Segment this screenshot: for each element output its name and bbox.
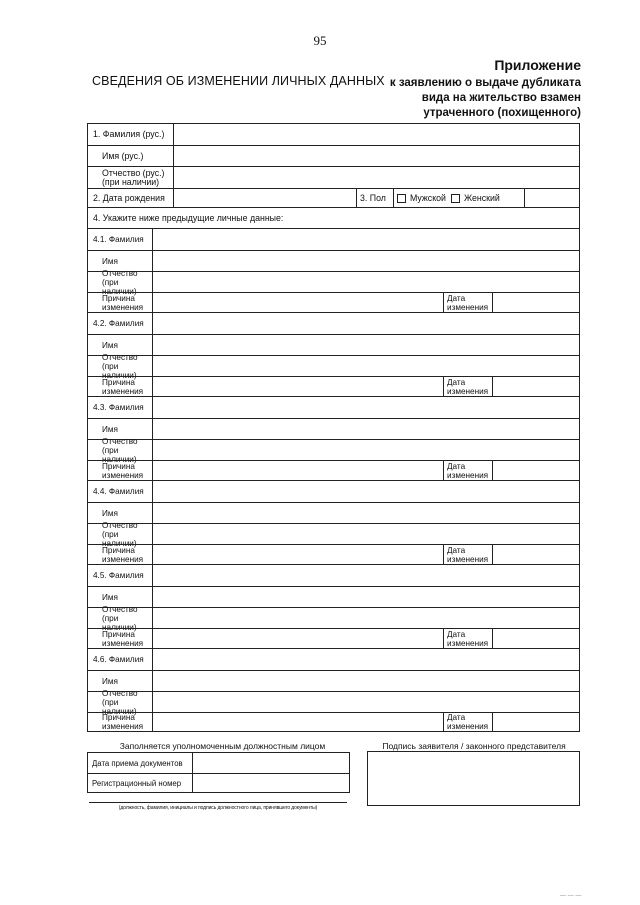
prev-patronymic-label <box>88 604 152 632</box>
prev-name-row <box>87 418 580 439</box>
prev-patronymic-note: (при наличии) <box>102 445 137 464</box>
prev-reason-row <box>87 628 580 648</box>
prev-date-input[interactable] <box>493 713 579 731</box>
prev-surname-input[interactable] <box>153 481 579 502</box>
prev-reason-row <box>87 292 580 312</box>
prev-patronymic-row <box>87 688 580 716</box>
prev-name-input[interactable] <box>153 251 579 271</box>
prev-patronymic-label <box>88 436 152 464</box>
prev-reason-row <box>87 544 580 564</box>
prev-name-row <box>87 670 580 691</box>
patronymic-note: (при наличии) <box>102 176 160 187</box>
prev-surname-input[interactable] <box>153 229 579 250</box>
official-table <box>87 752 350 793</box>
prev-name-input[interactable] <box>153 587 579 607</box>
prev-patronymic-input[interactable] <box>153 356 579 376</box>
prev-patronymic-row <box>87 268 580 296</box>
prev-surname-label: 4.6. Фамилия <box>93 655 144 664</box>
prev-date-input[interactable] <box>493 629 579 648</box>
prev-date-input[interactable] <box>493 545 579 564</box>
prev-patronymic-text: Отчество <box>102 604 138 614</box>
reason-line-2: изменения <box>102 302 144 312</box>
prev-name-input[interactable] <box>153 503 579 523</box>
patronymic-label <box>88 167 173 188</box>
date-line-2: изменения <box>447 638 489 648</box>
reason-line-2: изменения <box>102 386 144 396</box>
prev-date-input[interactable] <box>493 293 579 312</box>
prev-patronymic-label <box>88 268 152 296</box>
birth-date-label: 2. Дата рождения <box>93 192 165 203</box>
name-input[interactable] <box>174 146 579 166</box>
reason-line-1: Причина <box>102 293 135 303</box>
prev-date-label <box>444 461 492 480</box>
prev-reason-label <box>88 629 152 648</box>
prev-name-input[interactable] <box>153 671 579 691</box>
previous-data-heading: 4. Укажите ниже предыдущие личные данные: <box>93 212 284 223</box>
prev-name-row <box>87 250 580 271</box>
prev-patronymic-text: Отчество <box>102 352 138 362</box>
page-number: 95 <box>313 33 327 48</box>
reason-line-1: Причина <box>102 461 135 471</box>
date-line-1: Дата <box>447 629 466 639</box>
prev-surname-row <box>87 312 580 334</box>
prev-reason-row <box>87 376 580 396</box>
prev-name-label: Имя <box>102 424 118 434</box>
prev-reason-label <box>88 293 152 312</box>
appendix-line: вида на жительство взамен <box>421 92 581 104</box>
date-line-2: изменения <box>447 302 489 312</box>
date-line-2: изменения <box>447 554 489 564</box>
prev-surname-label: 4.3. Фамилия <box>93 403 144 412</box>
date-line-2: изменения <box>447 470 489 480</box>
prev-patronymic-note: (при наличии) <box>102 361 137 380</box>
prev-name-input[interactable] <box>153 419 579 439</box>
prev-patronymic-row <box>87 604 580 632</box>
prev-name-row <box>87 334 580 355</box>
sex-options <box>394 189 524 207</box>
prev-name-label: Имя <box>102 592 118 602</box>
receipt-date-input[interactable] <box>193 753 349 773</box>
male-checkbox[interactable] <box>397 194 406 203</box>
prev-reason-label <box>88 713 152 731</box>
prev-name-label: Имя <box>102 508 118 518</box>
registration-number-label: Регистрационный номер <box>92 779 182 788</box>
prev-patronymic-note: (при наличии) <box>102 277 137 296</box>
prev-surname-row <box>87 396 580 418</box>
official-sign-line[interactable] <box>89 802 347 803</box>
reason-line-2: изменения <box>102 722 144 731</box>
prev-patronymic-text: Отчество <box>102 688 138 698</box>
sex-label: 3. Пол <box>360 192 386 203</box>
reason-line-2: изменения <box>102 470 144 480</box>
prev-surname-row <box>87 228 580 250</box>
prev-patronymic-input[interactable] <box>153 608 579 628</box>
signature-box[interactable] <box>367 751 580 806</box>
signature-heading: Подпись заявителя / законного представителя <box>382 741 566 751</box>
prev-surname-input[interactable] <box>153 565 579 586</box>
prev-patronymic-row <box>87 520 580 548</box>
reason-line-1: Причина <box>102 629 135 639</box>
prev-surname-input[interactable] <box>153 649 579 670</box>
prev-name-input[interactable] <box>153 335 579 355</box>
prev-reason-input[interactable] <box>153 377 443 396</box>
surname-input[interactable] <box>174 124 579 145</box>
prev-patronymic-row <box>87 436 580 464</box>
reason-line-1: Причина <box>102 377 135 387</box>
date-line-2: изменения <box>447 722 489 731</box>
prev-surname-input[interactable] <box>153 397 579 418</box>
prev-surname-row <box>87 564 580 586</box>
reason-line-2: изменения <box>102 554 144 564</box>
patronymic-input[interactable] <box>174 167 579 188</box>
prev-patronymic-label <box>88 688 152 716</box>
prev-name-row <box>87 502 580 523</box>
prev-patronymic-row <box>87 352 580 380</box>
prev-surname-label: 4.2. Фамилия <box>93 319 144 328</box>
prev-patronymic-text: Отчество <box>102 436 138 446</box>
prev-date-label <box>444 377 492 396</box>
name-label: Имя (рус.) <box>102 150 144 161</box>
prev-reason-input[interactable] <box>153 545 443 564</box>
prev-name-label: Имя <box>102 340 118 350</box>
prev-reason-input[interactable] <box>153 293 443 312</box>
prev-patronymic-label <box>88 352 152 380</box>
prev-date-input[interactable] <box>493 377 579 396</box>
prev-patronymic-input[interactable] <box>153 692 579 712</box>
prev-patronymic-label <box>88 520 152 548</box>
date-line-1: Дата <box>447 713 466 722</box>
prev-reason-label <box>88 461 152 480</box>
prev-surname-label: 4.4. Фамилия <box>93 487 144 496</box>
prev-reason-row <box>87 460 580 480</box>
prev-reason-label <box>88 545 152 564</box>
prev-surname-label: 4.1. Фамилия <box>93 235 144 244</box>
prev-patronymic-input[interactable] <box>153 440 579 460</box>
registration-number-row <box>88 773 349 793</box>
prev-date-label <box>444 713 492 731</box>
name-row <box>87 145 580 166</box>
patronymic-row <box>87 166 580 188</box>
corner-mark: — — — <box>560 893 582 899</box>
surname-label: 1. Фамилия (рус.) <box>93 129 165 139</box>
receipt-date-label: Дата приема документов <box>92 758 183 768</box>
prev-date-label <box>444 629 492 648</box>
receipt-date-row <box>88 753 349 773</box>
prev-reason-input[interactable] <box>153 713 443 731</box>
prev-surname-input[interactable] <box>153 313 579 334</box>
male-label: Мужской <box>410 192 446 203</box>
prev-surname-row <box>87 480 580 502</box>
prev-reason-input[interactable] <box>153 629 443 648</box>
prev-patronymic-text: Отчество <box>102 268 138 278</box>
date-line-2: изменения <box>447 386 489 396</box>
registration-number-input[interactable] <box>193 774 349 793</box>
female-label: Женский <box>463 192 500 203</box>
date-line-1: Дата <box>447 461 466 471</box>
form-grid <box>87 123 580 732</box>
prev-date-label <box>444 545 492 564</box>
date-line-1: Дата <box>447 545 466 555</box>
form-title: СВЕДЕНИЯ ОБ ИЗМЕНЕНИИ ЛИЧНЫХ ДАННЫХ <box>92 74 385 88</box>
surname-row <box>87 123 580 145</box>
date-line-1: Дата <box>447 377 466 387</box>
prev-surname-row <box>87 648 580 670</box>
prev-surname-label: 4.5. Фамилия <box>93 571 144 580</box>
official-heading: Заполняется уполномоченным должностным лицом <box>119 741 326 751</box>
prev-reason-input[interactable] <box>153 461 443 480</box>
prev-patronymic-note: (при наличии) <box>102 529 137 548</box>
prev-patronymic-note: (при наличии) <box>102 697 137 716</box>
birth-sex-row <box>87 188 580 207</box>
prev-name-row <box>87 586 580 607</box>
prev-reason-row <box>87 712 580 732</box>
prev-name-label: Имя <box>102 676 118 686</box>
female-checkbox[interactable] <box>451 194 460 203</box>
appendix-line: к заявлению о выдаче дубликата <box>389 77 581 89</box>
appendix-header <box>390 58 581 121</box>
reason-line-1: Причина <box>102 545 135 555</box>
prev-reason-label <box>88 377 152 396</box>
appendix-line: утраченного (похищенного) <box>423 107 581 119</box>
birth-date-input[interactable] <box>174 189 355 207</box>
appendix-title: Приложение <box>494 57 581 73</box>
prev-patronymic-input[interactable] <box>153 524 579 544</box>
prev-patronymic-note: (при наличии) <box>102 613 137 632</box>
reason-line-2: изменения <box>102 638 144 648</box>
previous-data-heading-row <box>87 207 580 228</box>
prev-name-label: Имя <box>102 256 118 266</box>
patronymic-text: Отчество (рус.) <box>102 167 165 178</box>
official-sign-caption: (должность, фамилия, инициалы и подпись должностного лица, принявшего документы) <box>118 805 318 811</box>
prev-patronymic-text: Отчество <box>102 520 138 530</box>
date-line-1: Дата <box>447 293 466 303</box>
prev-date-label <box>444 293 492 312</box>
reason-line-1: Причина <box>102 713 135 722</box>
prev-date-input[interactable] <box>493 461 579 480</box>
prev-patronymic-input[interactable] <box>153 272 579 292</box>
